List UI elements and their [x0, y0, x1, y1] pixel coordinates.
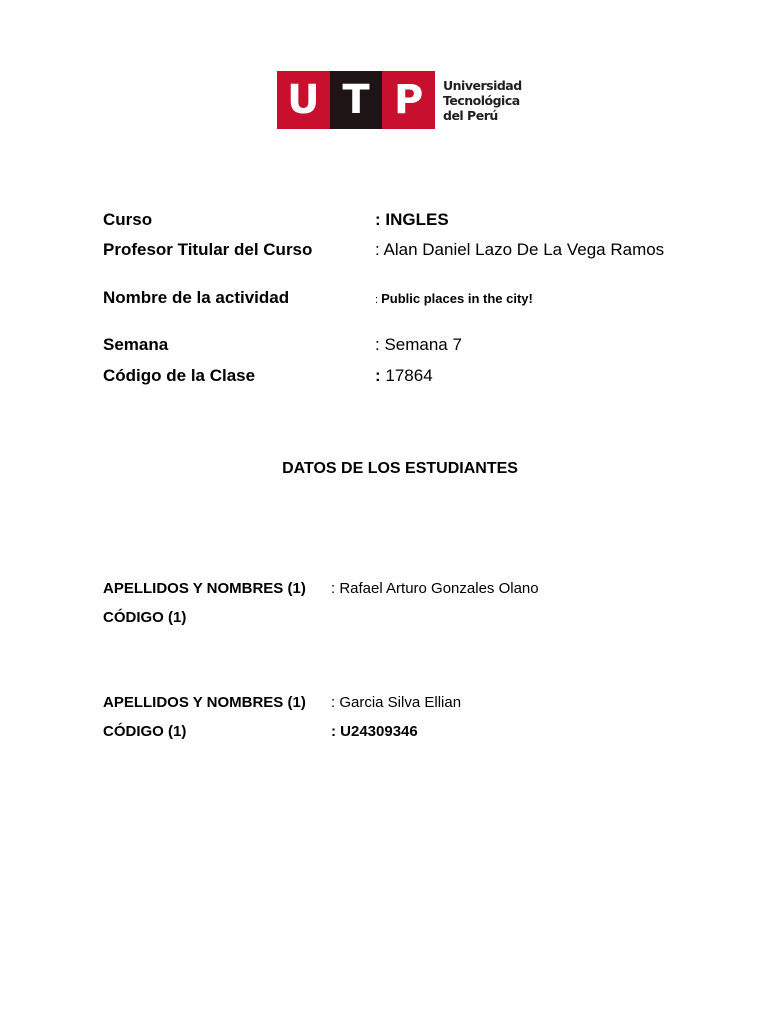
professor-value: : Alan Daniel Lazo De La Vega Ramos	[375, 240, 665, 259]
professor-label: Profesor Titular del Curso	[103, 240, 313, 259]
course-label: Curso	[103, 210, 153, 229]
student-2-code-value: : U24309346	[331, 723, 418, 740]
logo-text-line: Tecnológica	[443, 92, 520, 108]
logo-letter-u: U	[277, 71, 330, 129]
logo-letters	[277, 71, 435, 129]
student-2-name-label: APELLIDOS Y NOMBRES (1)	[103, 694, 306, 711]
activity-value: Public places in the city!	[381, 291, 533, 306]
class-code-label: Código de la Clase	[103, 366, 256, 385]
logo-letter-t: T	[330, 71, 383, 129]
class-code-value-wrap	[375, 366, 433, 386]
class-code-colon: :	[375, 366, 381, 385]
students-section-title: DATOS DE LOS ESTUDIANTES	[282, 460, 518, 477]
student-1-name-label: APELLIDOS Y NOMBRES (1)	[103, 580, 306, 597]
activity-label: Nombre de la actividad	[103, 288, 290, 307]
logo-letter-p: P	[382, 71, 435, 129]
activity-colon: :	[375, 294, 382, 306]
week-value: : Semana 7	[375, 335, 462, 354]
utp-logo	[277, 71, 522, 129]
course-value: : INGLES	[375, 210, 449, 229]
student-1-name-value: : Rafael Arturo Gonzales Olano	[331, 580, 539, 597]
logo-text-line: Universidad	[443, 77, 522, 93]
student-2-code-label: CÓDIGO (1)	[103, 723, 187, 740]
logo-text-line: del Perú	[443, 107, 498, 123]
activity-value-wrap	[375, 291, 533, 306]
student-2-name-value: : Garcia Silva Ellian	[331, 694, 462, 711]
week-label: Semana	[103, 335, 169, 354]
logo-text	[443, 78, 522, 123]
class-code-value: 17864	[380, 366, 433, 385]
student-1-code-label: CÓDIGO (1)	[103, 609, 187, 626]
